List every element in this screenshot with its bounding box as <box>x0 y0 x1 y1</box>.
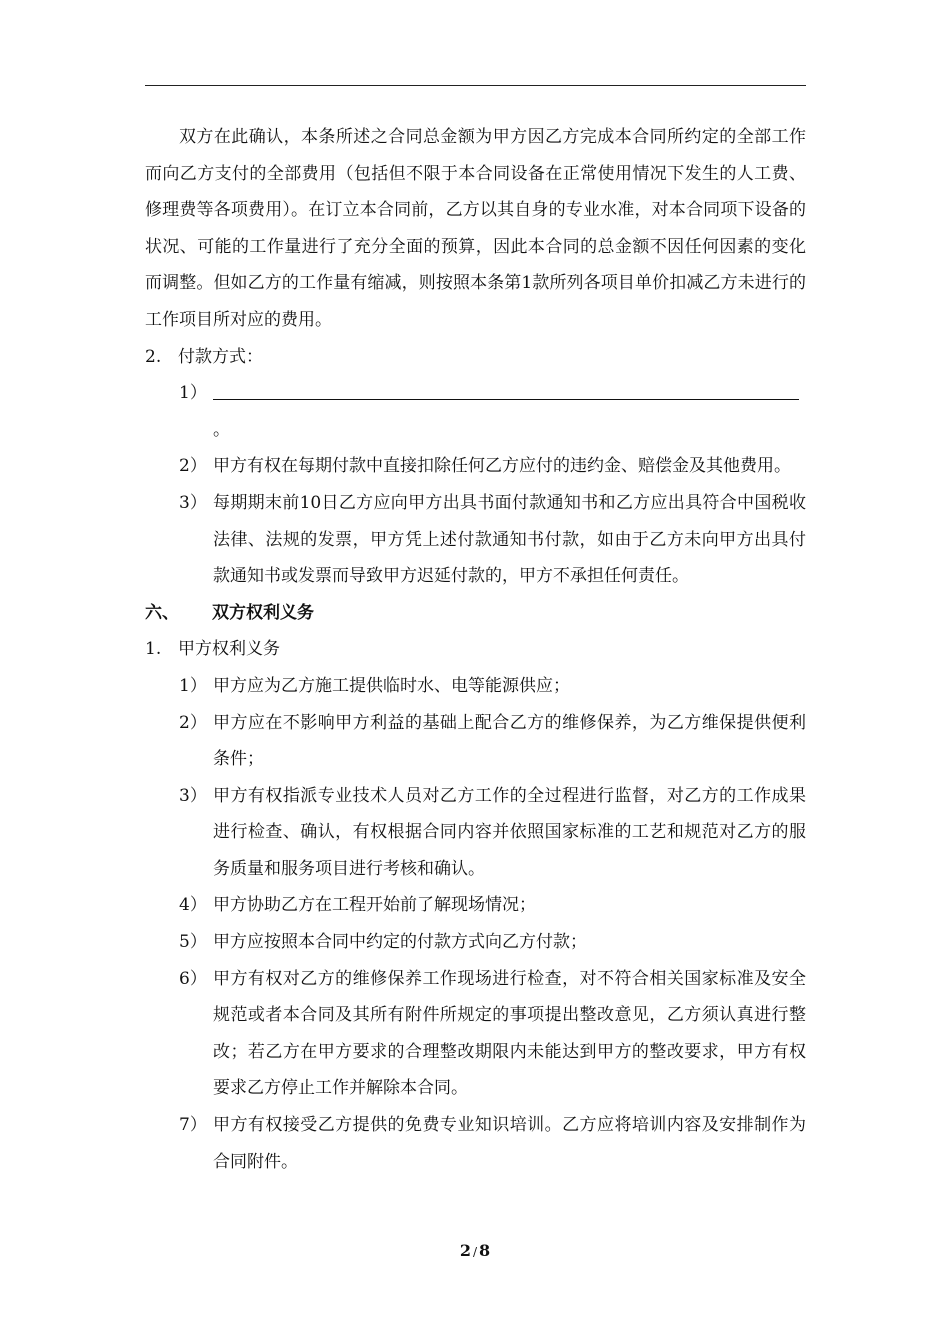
fill-in-blank-line <box>213 376 799 400</box>
item-number: 1） <box>179 675 207 696</box>
item-text: 每期期末前10日乙方应向甲方出具书面付款通知书和乙方应出具符合中国税收法律、法规的发票，甲方凭上述付款通知书付款，如由于乙方未向甲方出具付款通知书或发票而导致甲方迟延付款的，甲方不承担任何责任。 <box>213 492 806 587</box>
party-a-item-2 <box>145 705 806 778</box>
item-text: 甲方有权指派专业技术人员对乙方工作的全过程进行监督，对乙方的工作成果进行检查、确认，有权根据合同内容并依照国家标准的工艺和规范对乙方的服务质量和服务项目进行考核和确认。 <box>213 785 806 879</box>
item-tail: 。 <box>213 419 230 440</box>
current-page: 2 <box>459 1241 471 1260</box>
item-number: 2） <box>179 456 207 477</box>
payment-clause-heading <box>145 339 806 376</box>
item-number: 4） <box>179 895 207 916</box>
party-a-item-3 <box>145 778 806 888</box>
clause-title: 甲方权利义务 <box>178 639 280 660</box>
party-a-item-5 <box>145 924 806 961</box>
item-text: 甲方协助乙方在工程开始前了解现场情况； <box>213 895 536 916</box>
page-number <box>0 1241 950 1260</box>
payment-item-1 <box>145 375 806 448</box>
item-text: 甲方应按照本合同中约定的付款方式向乙方付款； <box>213 932 587 953</box>
page-separator: / <box>472 1245 478 1259</box>
item-text: 甲方有权接受乙方提供的免费专业知识培训。乙方应将培训内容及安排制作为合同附件。 <box>213 1115 806 1172</box>
item-number: 6） <box>179 968 207 989</box>
clause-number: 2. <box>145 346 162 367</box>
clause-number: 1. <box>145 639 162 660</box>
party-a-item-4 <box>145 887 806 924</box>
item-text: 甲方应为乙方施工提供临时水、电等能源供应； <box>213 675 570 696</box>
payment-item-3 <box>145 485 806 595</box>
item-number: 2） <box>179 712 207 733</box>
intro-paragraph: 双方在此确认，本条所述之合同总金额为甲方因乙方完成本合同所约定的全部工作而向乙方支付的全部费用（包括但不限于本合同设备在正常使用情况下发生的人工费、修理费等各项费用）。在订立本合同前，乙方以其自身的专业水准，对本合同项下设备的状况、可能的工作量进行了充分全面的预算，因此本合同的总金额不因任何因素的变化而调整。但如乙方的工作量有缩减，则按照本条第1款所列各项目单价扣减乙方未进行的工作项目所对应的费用。 <box>145 127 806 330</box>
item-number: 5） <box>179 932 207 953</box>
party-a-item-1 <box>145 668 806 705</box>
section-number: 六、 <box>145 602 179 623</box>
document-body <box>145 119 806 1180</box>
item-text: 甲方应在不影响甲方利益的基础上配合乙方的维修保养，为乙方维保提供便利条件； <box>213 712 806 770</box>
section-title: 双方权利义务 <box>212 602 314 623</box>
item-text: 甲方有权对乙方的维修保养工作现场进行检查，对不符合相关国家标准及安全规范或者本合同及其所有附件所规定的事项提出整改意见，乙方须认真进行整改；若乙方在甲方要求的合理整改期限内未能达到甲方的整改要求，甲方有权要求乙方停止工作并解除本合同。 <box>213 968 806 1099</box>
header-rule <box>145 85 806 86</box>
clause-title: 付款方式： <box>178 346 263 367</box>
section-heading <box>145 595 806 632</box>
party-a-item-6 <box>145 961 806 1107</box>
party-a-clause-heading <box>145 631 806 668</box>
item-number: 3） <box>179 785 207 806</box>
item-text: 甲方有权在每期付款中直接扣除任何乙方应付的违约金、赔偿金及其他费用。 <box>213 456 791 477</box>
party-a-item-7 <box>145 1107 806 1180</box>
item-number: 7） <box>179 1115 207 1136</box>
item-number: 3） <box>179 492 207 513</box>
payment-item-2 <box>145 448 806 485</box>
item-number: 1） <box>179 383 207 404</box>
total-pages: 8 <box>479 1241 491 1260</box>
